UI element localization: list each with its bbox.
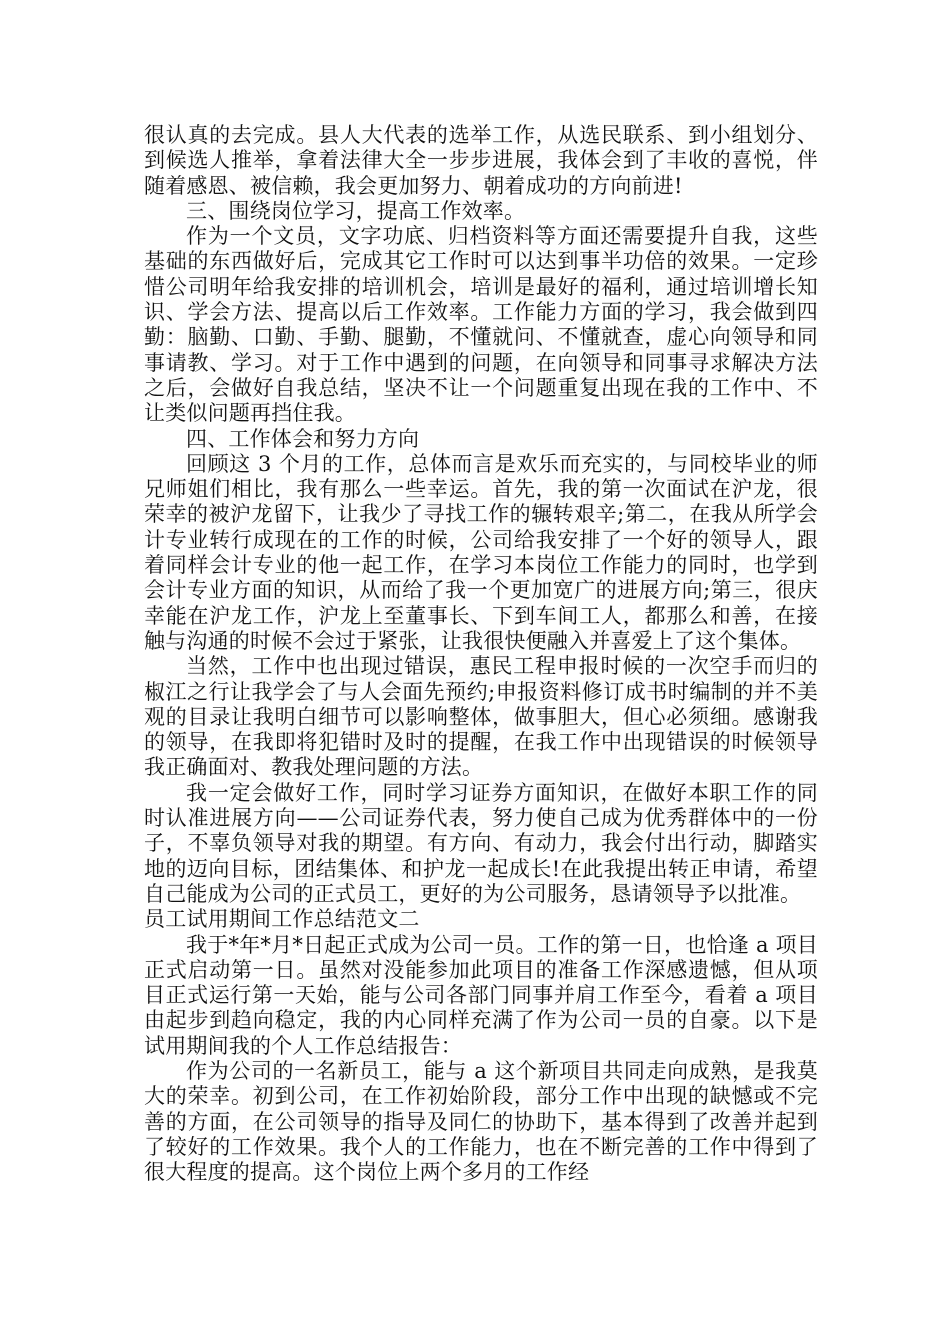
paragraph: 我于*年*月*日起正式成为公司一员。工作的第一日，也恰逢 a 项目正式启动第一日。虽然对没能参加此项目的准备工作深感遗憾，但从项目正式运行第一天始，能与公司各部门同事并肩工作至今，看着 a 项目由起步到趋向稳定，我的内心同样充满了作为公司一员的自豪。以下是试用期间我的个人工作总结报告： (144, 932, 818, 1058)
paragraph: 当然，工作中也出现过错误，惠民工程申报时候的一次空手而归的椒江之行让我学会了与人会面先预约;申报资料修订成书时编制的并不美观的目录让我明白细节可以影响整体，做事胆大，但心必须细。感谢我的领导，在我即将犯错时及时的提醒，在我工作中出现错误的时候领导我正确面对、教我处理问题的方法。 (144, 654, 818, 780)
document-body (144, 123, 818, 1185)
section-heading-4: 四、工作体会和努力方向 (186, 426, 420, 451)
paragraph: 作为公司的一名新员工，能与 a 这个新项目共同走向成熟，是我莫大的荣幸。初到公司，在工作初始阶段，部分工作中出现的缺憾或不完善的方面，在公司领导的指导及同仁的协助下，基本得到了改善并起到了较好的工作效果。我个人的工作能力，也在不断完善的工作中得到了很大程度的提高。这个岗位上两个多月的工作经 (144, 1058, 818, 1185)
section-heading-3: 三、围绕岗位学习，提高工作效率。 (186, 198, 526, 223)
paragraph: 回顾这 3 个月的工作，总体而言是欢乐而充实的，与同校毕业的师兄师姐们相比，我有那么一些幸运。首先，我的第一次面试在沪龙，很荣幸的被沪龙留下，让我少了寻找工作的辗转艰辛;第二，在我从所学会计专业转行成现在的工作的时候，公司给我安排了一个好的领导人，跟着同样会计专业的他一起工作，在学习本岗位工作能力的同时，也学到会计专业方面的知识，从而给了我一个更加宽广的进展方向;第三，很庆幸能在沪龙工作，沪龙上至董事长、下到车间工人，都那么和善，在接触与沟通的时候不会过于紧张，让我很快便融入并喜爱上了这个集体。 (144, 451, 818, 653)
paragraph: 作为一个文员，文字功底、归档资料等方面还需要提升自我，这些基础的东西做好后，完成其它工作时可以达到事半功倍的效果。一定珍惜公司明年给我安排的培训机会，培训是最好的福利，通过培训增长知识、学会方法、提高以后工作效率。工作能力方面的学习，我会做到四勤：脑勤、口勤、手勤、腿勤，不懂就问、不懂就查，虚心向领导和同事请教、学习。对于工作中遇到的问题，在向领导和同事寻求解决方法之后，会做好自我总结，坚决不让一个问题重复出现在我的工作中、不让类似问题再挡住我。 (144, 224, 818, 426)
paragraph: 我一定会做好工作，同时学习证券方面知识，在做好本职工作的同时认准进展方向——公司证券代表，努力使自己成为优秀群体中的一份子，不辜负领导对我的期望。有方向、有动力，我会付出行动，脚踏实地的迈向目标，团结集体、和护龙一起成长!在此我提出转正申请，希望自己能成为公司的正式员工，更好的为公司服务，恳请领导予以批准。 (144, 780, 818, 906)
article-title-2: 员工试用期间工作总结范文二 (144, 907, 420, 932)
paragraph-continued: 很认真的去完成。县人大代表的选举工作，从选民联系、到小组划分、到候选人推举，拿着法律大全一步步进展，我体会到了丰收的喜悦，伴随着感恩、被信赖，我会更加努力、朝着成功的方向前进! (144, 123, 818, 198)
